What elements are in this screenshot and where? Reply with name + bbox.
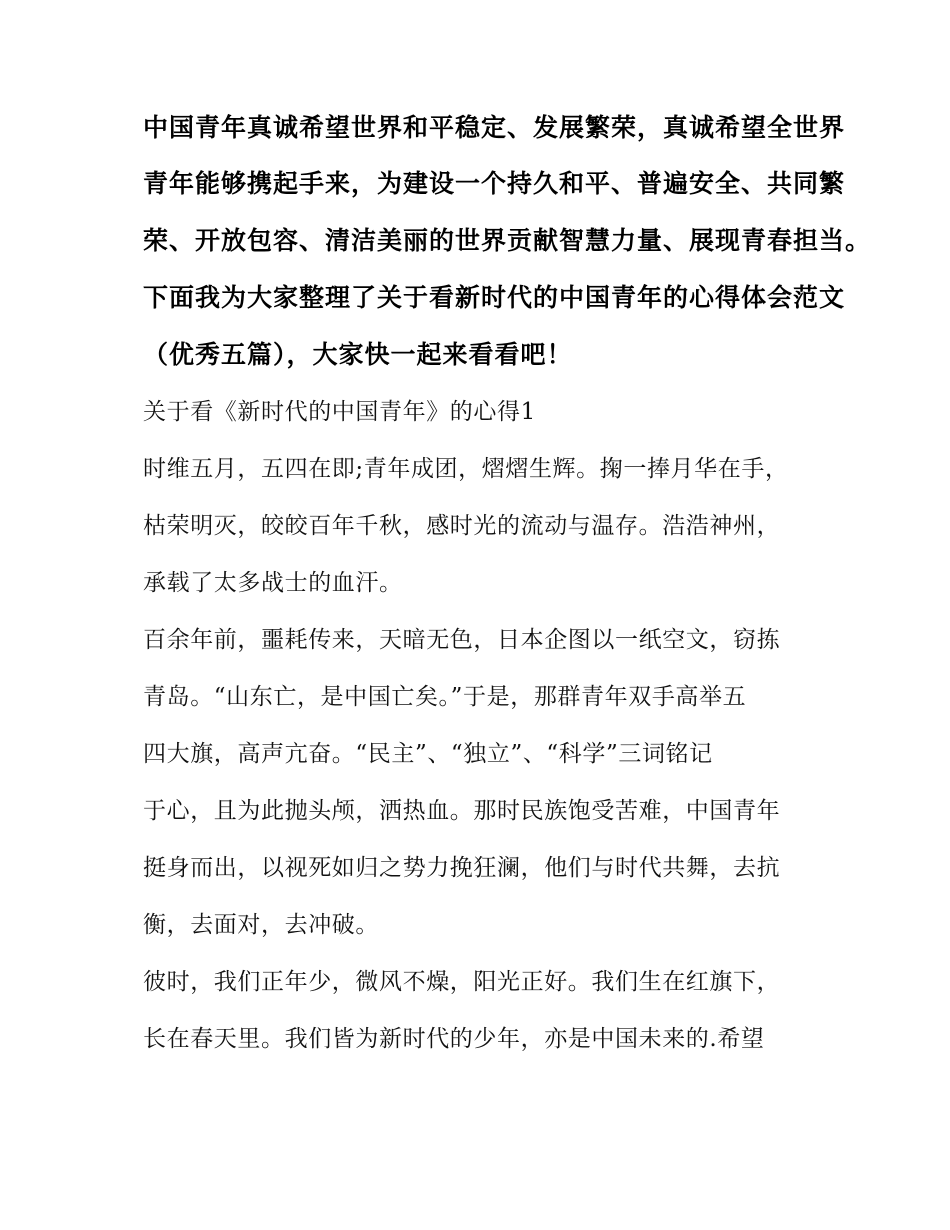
paragraph-line: 枯荣明灭，皎皎百年千秋，感时光的流动与温存。浩浩神州， bbox=[143, 513, 781, 539]
intro-line: 下面我为大家整理了关于看新时代的中国青年的心得体会范文 bbox=[143, 283, 846, 312]
section-title: 关于看《新时代的中国青年》的心得1 bbox=[143, 399, 536, 425]
intro-line: （优秀五篇），大家快一起来看看吧！ bbox=[143, 340, 573, 369]
paragraph-line: 挺身而出，以视死如归之势力挽狂澜，他们与时代共舞，去抗 bbox=[143, 855, 781, 881]
paragraph-line: 衡，去面对，去冲破。 bbox=[143, 912, 379, 938]
intro-line: 青年能够携起手来，为建设一个持久和平、普遍安全、共同繁 bbox=[143, 169, 846, 198]
paragraph-line: 百余年前，噩耗传来，天暗无色，日本企图以一纸空文，窃拣 bbox=[143, 627, 781, 653]
paragraph-line: 四大旗，高声亢奋。“民主”、“独立”、“科学”三词铭记 bbox=[143, 741, 713, 767]
paragraph-line: 长在春天里。我们皆为新时代的少年，亦是中国未来的.希望 bbox=[143, 1026, 765, 1052]
paragraph-line: 青岛。“山东亡，是中国亡矣。”于是，那群青年双手高举五 bbox=[143, 684, 747, 710]
paragraph-line: 时维五月，五四在即;青年成团，熠熠生辉。掬一捧月华在手， bbox=[143, 456, 789, 482]
intro-line: 荣、开放包容、清洁美丽的世界贡献智慧力量、展现青春担当。 bbox=[143, 226, 872, 255]
paragraph-line: 彼时，我们正年少，微风不燥，阳光正好。我们生在红旗下， bbox=[143, 969, 781, 995]
paragraph-line: 于心，且为此抛头颅，洒热血。那时民族饱受苦难，中国青年 bbox=[143, 798, 781, 824]
paragraph-line: 承载了太多战士的血汗。 bbox=[143, 570, 403, 596]
intro-line: 中国青年真诚希望世界和平稳定、发展繁荣，真诚希望全世界 bbox=[143, 113, 846, 142]
